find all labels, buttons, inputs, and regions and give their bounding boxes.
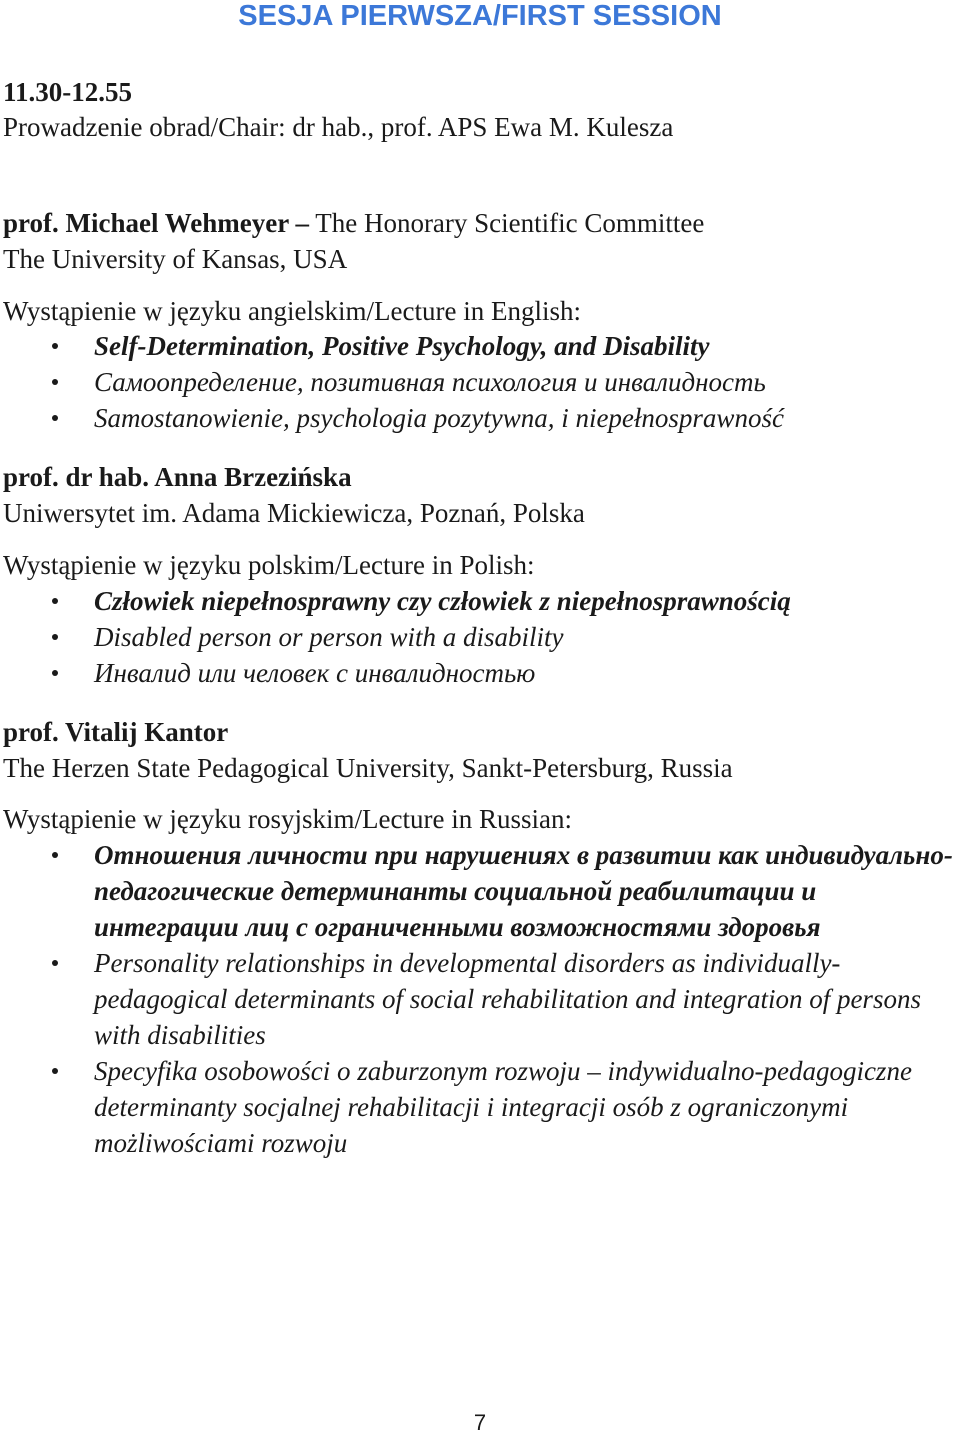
bullet-icon [52,670,58,676]
bullet-icon [52,960,58,966]
list-item [0,364,954,400]
list-item [0,400,954,436]
lecture-language-label: Wystąpienie w języku polskim/Lecture in Polish: [3,550,535,580]
speaker-affiliation: The University of Kansas, USA [3,244,348,274]
lecture-language-label: Wystąpienie w języku rosyjskim/Lecture in Russian: [3,804,573,834]
lecture-title: Specyfika osobowości o zaburzonym rozwoju – indywidualno-pedagogiczne determinanty socjalnej rehabilitacji i integracji osób z ograniczonymi możliwościami rozwoju [94,1056,912,1158]
speaker-affiliation: Uniwersytet im. Adama Mickiewicza, Poznań, Polska [3,498,585,528]
session-chair: Prowadzenie obrad/Chair: dr hab., prof. APS Ewa M. Kulesza [3,112,674,142]
lecture-title: Disabled person or person with a disability [94,622,564,652]
page-number: 7 [473,1410,487,1435]
bullet-icon [52,379,58,385]
bullet-icon [52,598,58,604]
bullet-icon [52,634,58,640]
list-item [0,583,954,619]
lecture-title-list [0,837,954,1161]
session-time: 11.30-12.55 [3,77,133,107]
speaker-name: prof. dr hab. Anna Brzezińska [3,462,352,492]
lecture-title-list [0,583,954,691]
lecture-title: Samostanowienie, psychologia pozytywna, i niepełnosprawność [94,403,784,433]
bullet-icon [52,852,58,858]
bullet-icon [52,343,58,349]
list-item [0,837,954,945]
speaker-name [3,206,704,240]
speaker-name-bold: prof. Michael Wehmeyer – [3,208,309,238]
lecture-title: Self-Determination, Positive Psychology, and Disability [94,331,710,361]
lecture-title: Personality relationships in developmental disorders as individually-pedagogical determinants of social rehabilitation and integration of persons with disabilities [94,948,921,1050]
bullet-icon [52,415,58,421]
list-item [0,328,954,364]
list-item [0,619,954,655]
lecture-title: Отношения личности при нарушениях в развитии как индивидуально-педагогические детерминанты социальной реабилитации и интеграции лиц с ограниченными возможностями здоровья [94,840,953,942]
speaker-name: prof. Vitalij Kantor [3,717,229,747]
lecture-title: Człowiek niepełnosprawny czy człowiek z niepełnosprawnością [94,586,791,616]
list-item [0,655,954,691]
lecture-title: Самоопределение, позитивная психология и инвалидность [94,367,766,397]
session-title: SESJA PIERWSZA/FIRST SESSION [238,0,722,32]
list-item [0,945,954,1053]
list-item [0,1053,954,1161]
bullet-icon [52,1068,58,1074]
speaker-affiliation: The Herzen State Pedagogical University, Sankt-Petersburg, Russia [3,753,733,783]
speaker-role: The Honorary Scientific Committee [308,208,705,238]
lecture-title: Инвалид или человек с инвалидностью [94,658,536,688]
lecture-language-label: Wystąpienie w języku angielskim/Lecture in English: [3,296,581,326]
lecture-title-list [0,328,954,436]
